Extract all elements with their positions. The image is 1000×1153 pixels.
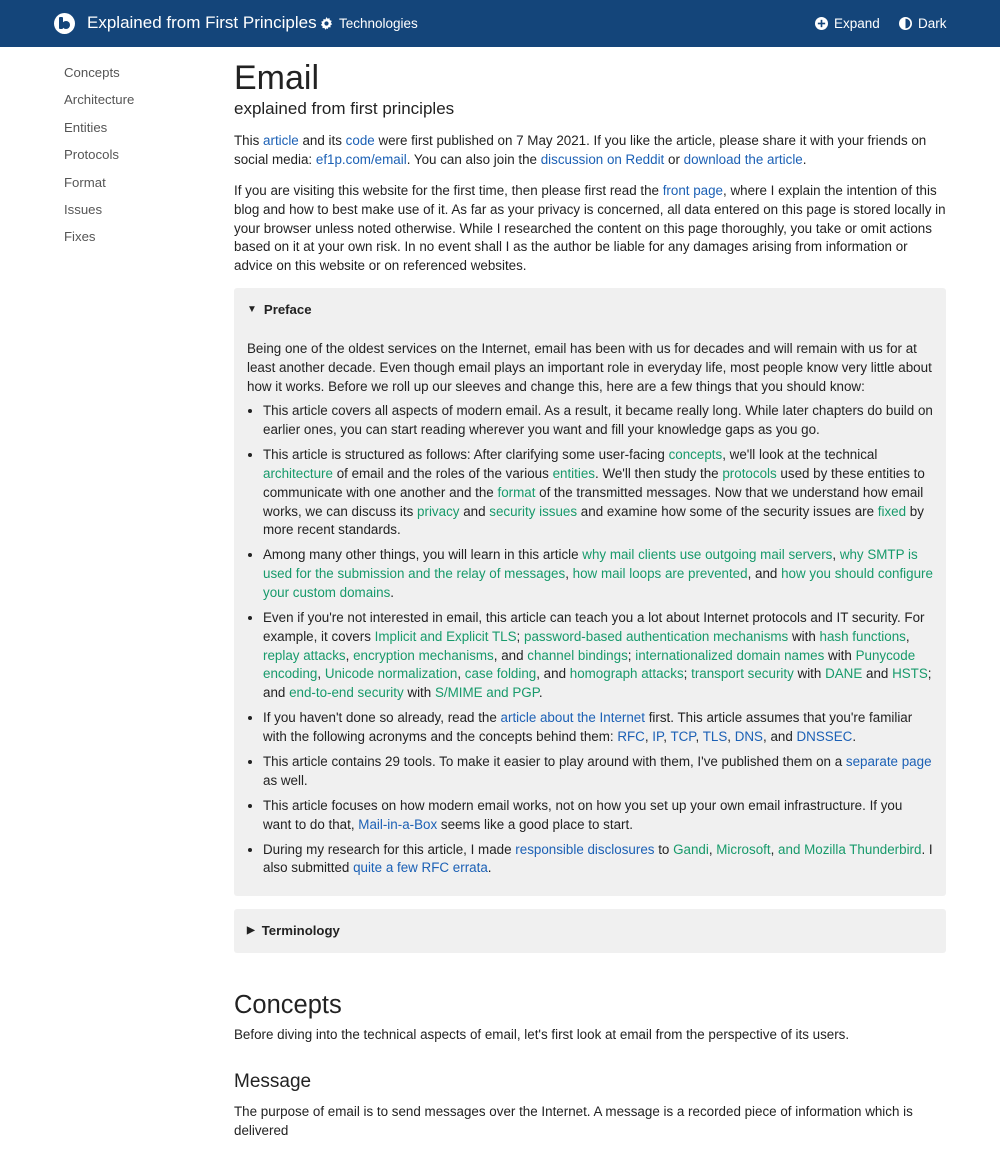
- outgoing-servers-link[interactable]: why mail clients use outgoing mail servers: [582, 547, 833, 563]
- dane-link[interactable]: DANE: [825, 666, 863, 682]
- hsts-link[interactable]: HSTS: [892, 666, 928, 682]
- sidebar-item-entities[interactable]: Entities: [64, 119, 108, 135]
- dark-mode-button[interactable]: [899, 15, 947, 32]
- concepts-link[interactable]: concepts: [668, 447, 723, 463]
- technologies-menu[interactable]: [320, 15, 418, 32]
- triangle-right-icon: ▶: [247, 924, 255, 936]
- format-link[interactable]: format: [497, 484, 536, 500]
- sidebar-item-issues[interactable]: Issues: [64, 201, 103, 217]
- reddit-link[interactable]: discussion on Reddit: [540, 151, 665, 167]
- password-auth-link[interactable]: password-based authentication mechanisms: [524, 628, 789, 644]
- homograph-link[interactable]: homograph attacks: [569, 666, 684, 682]
- punycode-link[interactable]: Punycode encoding: [263, 647, 916, 682]
- privacy-link[interactable]: privacy: [417, 503, 460, 519]
- preface-section: [234, 288, 946, 896]
- sidebar-item-protocols[interactable]: Protocols: [64, 147, 119, 163]
- encryption-link[interactable]: encryption mechanisms: [353, 647, 494, 663]
- unicode-link[interactable]: Unicode normalization: [324, 666, 458, 682]
- expand-button[interactable]: [815, 15, 880, 32]
- preface-label: Preface: [263, 301, 312, 317]
- disclaimer: If you are visiting this website for the first time, then please first read the front page, where I explain the intention of this blog and how to best make use of it. As far as your privacy is concerned, all data entered on this page is stored locally in your browser unless noted otherwise. While I researched the content on this page thoroughly, you take or omit actions based on it at your own risk. In no event shall I as the author be liable for any damages arising from information or advice on this website or on referenced websites.: [234, 183, 946, 274]
- article: [234, 58, 946, 1153]
- architecture-link[interactable]: architecture: [263, 466, 333, 482]
- fixed-link[interactable]: fixed: [877, 503, 907, 519]
- ip-link[interactable]: IP: [652, 728, 664, 744]
- list-item: • Even if you're not interested in email, this article can teach you a lot about Internet protocols and IT security. For example, it covers Implicit and Explicit TLS; password-based authentication mechanisms with hash functions, replay attacks, encryption mechanisms, and channel bindings; internationalized domain names with Punycode encoding, Unicode normalization, case folding, and homograph attacks; transport security with DANE and HSTS; and end-to-end security with S/MIME and PGP.: [263, 609, 933, 703]
- smtp-relay-link[interactable]: why SMTP is used for the submission and the relay of messages: [263, 547, 918, 582]
- sidebar-item-concepts[interactable]: Concepts: [64, 65, 120, 80]
- publication-note: This article and its code were first published on 7 May 2021. If you like the article, please share it with your friends on social media: ef1p.com/email. You can also join the discussion on Reddit or download the article.: [234, 133, 927, 167]
- list-item: • This article covers all aspects of modern email. As a result, it became really long. While later chapters do build on earlier ones, you can start reading wherever you want and fill your knowledge gaps as you go.: [263, 402, 933, 440]
- short-url-link[interactable]: ef1p.com/email: [315, 151, 407, 167]
- smime-pgp-link[interactable]: S/MIME and PGP: [434, 685, 539, 701]
- tls-link[interactable]: Implicit and Explicit TLS: [374, 628, 517, 644]
- site-title[interactable]: Explained from First Principles: [87, 13, 317, 32]
- case-folding-link[interactable]: case folding: [464, 666, 537, 682]
- list-item: • During my research for this article, I made responsible disclosures to Gandi, Microsoft, and Mozilla Thunderbird. I also submitted quite a few RFC errata.: [263, 841, 933, 879]
- expand-label: Expand: [834, 16, 880, 31]
- preface-toggle[interactable]: [247, 288, 933, 332]
- idn-link[interactable]: internationalized domain names: [635, 647, 825, 663]
- download-link[interactable]: download the article: [683, 151, 803, 167]
- page-title: Email: [234, 59, 320, 97]
- dns-link[interactable]: DNS: [734, 728, 763, 744]
- list-item: • If you haven't done so already, read the article about the Internet first. This article assumes that you're familiar with the following acronyms and the concepts behind them: RFC, IP, TCP, TLS, DNS, and DNSSEC.: [263, 709, 933, 747]
- contrast-icon: [899, 17, 912, 30]
- separate-page-link[interactable]: separate page: [845, 753, 932, 769]
- message-heading: Message: [234, 1071, 312, 1093]
- microsoft-link[interactable]: Microsoft: [716, 841, 771, 857]
- page-subtitle: explained from first principles: [234, 99, 455, 118]
- dark-label: Dark: [918, 16, 947, 31]
- code-link[interactable]: code: [345, 133, 375, 148]
- technologies-label: Technologies: [339, 16, 418, 31]
- triangle-down-icon: ▼: [247, 303, 257, 315]
- rfc-link[interactable]: RFC: [617, 728, 645, 744]
- concepts-intro: Before diving into the technical aspects of email, let's first look at email from the perspective of its users.: [234, 1027, 850, 1043]
- table-of-contents: [64, 64, 134, 256]
- preface-intro: Being one of the oldest services on the Internet, email has been with us for decades and will remain with us for at least another decade. Even though email plays an important role in everyday life, most people know very little about how it works. Before we roll up our sleeves and change this, here are a few things that you should know:: [247, 341, 932, 394]
- replay-attacks-link[interactable]: replay attacks: [263, 647, 346, 663]
- tls-acronym-link[interactable]: TLS: [702, 728, 728, 744]
- disclosures-link[interactable]: responsible disclosures: [515, 841, 655, 857]
- article-link[interactable]: article: [263, 133, 299, 148]
- gandi-link[interactable]: Gandi: [673, 841, 709, 857]
- channel-bindings-link[interactable]: channel bindings: [527, 647, 628, 663]
- concepts-heading: Concepts: [234, 991, 342, 1020]
- top-bar: [0, 0, 1000, 47]
- e2e-link[interactable]: end-to-end security: [289, 685, 404, 701]
- preface-list: [247, 402, 933, 878]
- mail-loops-link[interactable]: how mail loops are prevented: [572, 566, 748, 582]
- protocols-link[interactable]: protocols: [722, 466, 777, 482]
- entities-link[interactable]: entities: [552, 466, 595, 482]
- transport-security-link[interactable]: transport security: [691, 666, 794, 682]
- terminology-toggle[interactable]: [247, 909, 933, 953]
- list-item: • Among many other things, you will learn in this article why mail clients use outgoing mail servers, why SMTP is used for the submission and the relay of messages, how mail loops are prevented, and how you should configure your custom domains.: [263, 546, 933, 602]
- thunderbird-link[interactable]: and Mozilla Thunderbird: [778, 841, 922, 857]
- internet-article-link[interactable]: article about the Internet: [500, 710, 645, 726]
- gear-icon: [320, 17, 333, 30]
- list-item: • This article contains 29 tools. To make it easier to play around with them, I've published them on a separate page as well.: [263, 753, 933, 791]
- message-text: The purpose of email is to send messages over the Internet. A message is a recorded piece of information which is delivered: [234, 1104, 913, 1138]
- rfc-errata-link[interactable]: quite a few RFC errata: [353, 860, 488, 876]
- sidebar-item-architecture[interactable]: Architecture: [64, 92, 135, 108]
- plus-circle-icon: [815, 17, 828, 30]
- hash-functions-link[interactable]: hash functions: [819, 628, 906, 644]
- sidebar-item-fixes[interactable]: Fixes: [64, 229, 96, 245]
- list-item: • This article is structured as follows: After clarifying some user-facing concepts, we'll look at the technical architecture of email and the roles of the various entities. We'll then study the protocols used by these entities to communicate with one another and the format of the transmitted messages. Now that we understand how email works, we can discuss its privacy and security issues and examine how some of the security issues are fixed by more recent standards.: [263, 446, 933, 540]
- mail-in-a-box-link[interactable]: Mail-in-a-Box: [358, 816, 438, 832]
- security-issues-link[interactable]: security issues: [489, 503, 578, 519]
- terminology-section: [234, 909, 946, 953]
- site-logo-icon[interactable]: [54, 13, 75, 34]
- terminology-label: Terminology: [261, 922, 340, 938]
- tcp-link[interactable]: TCP: [670, 728, 696, 744]
- sidebar-item-format[interactable]: Format: [64, 174, 106, 190]
- front-page-link[interactable]: front page: [662, 183, 724, 199]
- custom-domains-link[interactable]: how you should configure your custom domains: [263, 566, 933, 601]
- list-item: • This article focuses on how modern email works, not on how you set up your own email infrastructure. If you want to do that, Mail-in-a-Box seems like a good place to start.: [263, 797, 933, 835]
- dnssec-link[interactable]: DNSSEC: [796, 728, 853, 744]
